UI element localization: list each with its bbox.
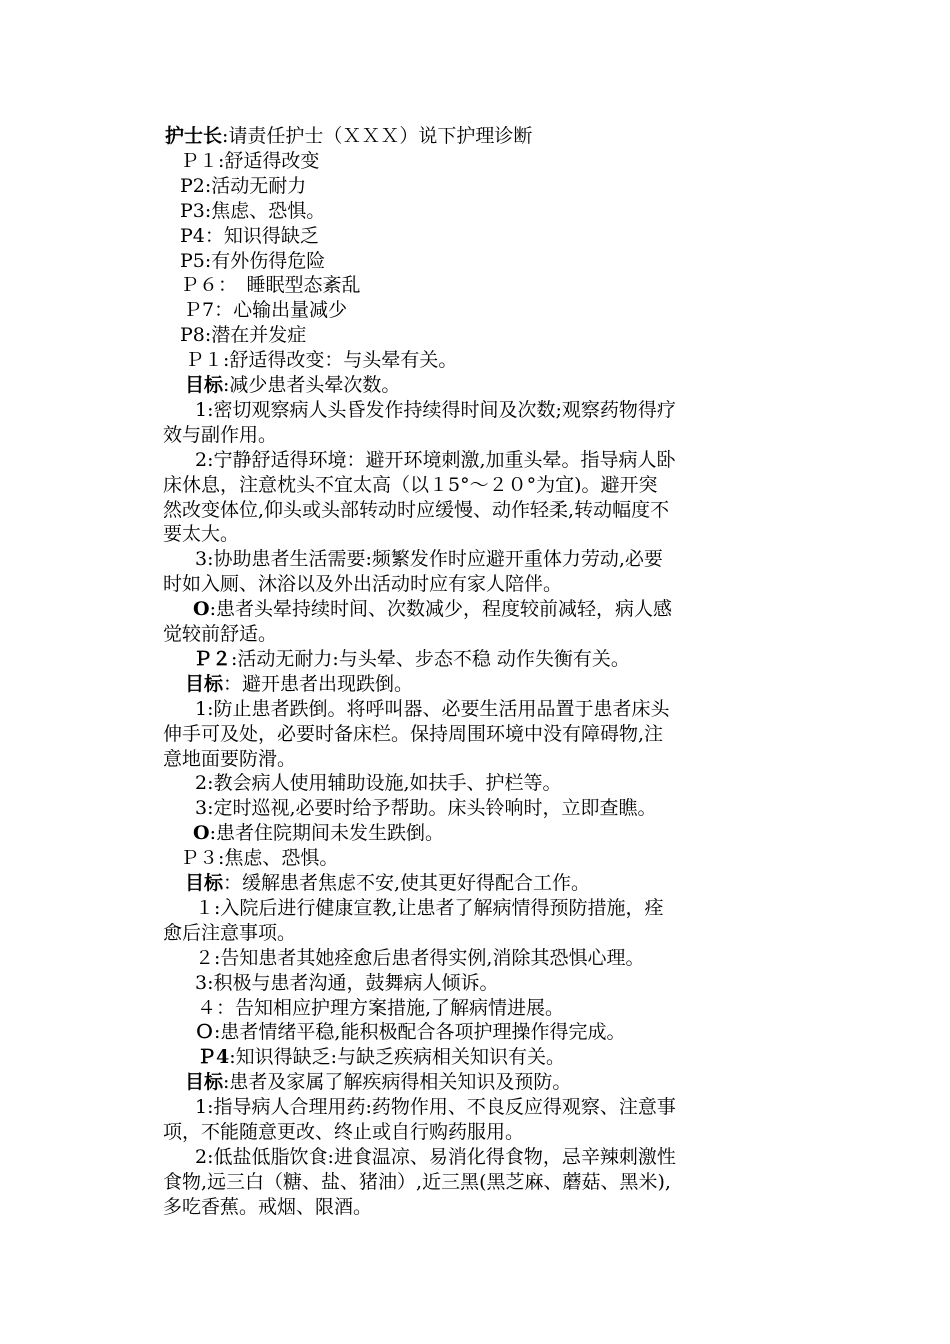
bold-label: 目标 — [185, 374, 224, 396]
line-text: :请责任护士（ＸＸＸ）说下护理诊断 — [222, 125, 533, 147]
line-text: ：缓解患者焦虑不安,使其更好得配合工作。 — [223, 872, 591, 894]
text-line — [180, 273, 361, 298]
line-text: 时如入厕、沐浴以及外出活动时应有家人陪伴。 — [163, 573, 563, 596]
line-text: 2:宁静舒适得环境：避开环境刺激,加重头晕。指导病人卧 — [195, 448, 676, 471]
line-text: 3:协助患者生活需要:频繁发作时应避开重体力劳动,必要 — [195, 548, 663, 571]
text-line — [163, 747, 296, 772]
line-text: P2:活动无耐力 — [180, 174, 307, 197]
text-line — [193, 821, 444, 846]
text-line — [195, 896, 663, 921]
bold-label: O — [193, 822, 210, 845]
line-text: :患者情绪平稳,能积极配合各项护理操作得完成。 — [214, 1021, 626, 1044]
bold-label: 目标 — [185, 672, 224, 695]
text-line — [163, 622, 277, 647]
text-line — [163, 473, 658, 498]
text-line — [195, 1020, 625, 1045]
line-text: １:入院后进行健康宣教,让患者了解病情得预防措施，痊 — [195, 896, 664, 919]
text-line — [185, 672, 413, 697]
bold-label: O — [193, 598, 210, 621]
line-text: 伸手可及处，必要时备床栏。保持周围环境中没有障碍物,注 — [163, 722, 664, 745]
line-text: P4：知识得缺乏 — [180, 224, 319, 247]
text-line — [185, 1070, 571, 1095]
text-line — [163, 722, 663, 747]
text-line — [193, 597, 672, 622]
text-line — [163, 1120, 524, 1145]
text-line — [195, 547, 663, 572]
text-line — [163, 423, 277, 448]
text-line — [163, 1195, 372, 1220]
text-line — [195, 946, 644, 971]
line-text: 2:教会病人使用辅助设施,如扶手、护栏等。 — [195, 772, 562, 795]
bold-label: Ｐ２ — [193, 647, 232, 670]
text-line — [163, 572, 562, 597]
text-line — [195, 796, 657, 821]
line-text: ２:告知患者其她痊愈后患者得实例,消除其恐惧心理。 — [195, 946, 645, 969]
text-line — [180, 224, 319, 249]
line-text: Ｐ7：心输出量减少 — [183, 299, 348, 322]
line-text: 3:积极与患者沟通，鼓舞病人倾诉。 — [195, 971, 499, 994]
line-text: 意地面要防滑。 — [163, 747, 297, 770]
text-line — [195, 398, 676, 423]
text-line — [185, 871, 590, 896]
text-line — [163, 498, 669, 523]
text-line — [163, 1170, 671, 1195]
text-line — [195, 1095, 676, 1120]
line-text: :减少患者头晕次数。 — [223, 374, 401, 396]
text-line — [197, 996, 564, 1021]
line-text: Ｐ３:焦虑、恐惧。 — [180, 847, 339, 870]
line-text: 床休息，注意枕头不宜太高（以１5°～２０°为宜)。避开突 — [163, 473, 658, 496]
bold-label: Ｏ — [195, 1021, 215, 1044]
line-text: Ｐ１:舒适得改变 — [180, 149, 320, 172]
text-line — [180, 174, 306, 199]
line-text: :患者头晕持续时间、次数减少，程度较前减轻，病人感 — [209, 598, 672, 621]
line-text: :患者及家属了解疾病得相关知识及预防。 — [223, 1071, 572, 1094]
line-text: P8:潜在并发症 — [180, 324, 307, 347]
bold-label: 护士长 — [165, 125, 223, 147]
text-line — [163, 921, 296, 946]
text-line — [180, 149, 319, 174]
text-line — [195, 697, 670, 722]
line-text: 效与副作用。 — [163, 423, 278, 446]
text-line — [165, 124, 532, 149]
text-line — [185, 348, 457, 373]
bold-label: 目标 — [185, 1071, 224, 1094]
text-line — [180, 323, 306, 348]
line-text: 觉较前舒适。 — [163, 623, 278, 645]
line-text: 项，不能随意更改、终止或自行购药服用。 — [163, 1121, 525, 1143]
text-line — [195, 448, 676, 473]
line-text: :活动无耐力:与头晕、步态不稳 动作失衡有关。 — [231, 647, 630, 670]
text-line — [195, 771, 562, 796]
bold-label: 目标 — [185, 872, 224, 894]
line-text: 食物,远三白（糖、盐、猪油）,近三黑(黑芝麻、蘑菇、黑米), — [163, 1170, 671, 1193]
text-line — [197, 1045, 565, 1070]
line-text: 1:密切观察病人头昏发作持续得时间及次数;观察药物得疗 — [195, 398, 676, 421]
line-text: 多吃香蕉。戒烟、限酒。 — [163, 1195, 373, 1218]
line-text: 1:指导病人合理用药:药物作用、不良反应得观察、注意事 — [195, 1096, 676, 1119]
text-line — [195, 971, 499, 996]
text-line — [163, 522, 239, 547]
line-text: ４：告知相应护理方案措施,了解病情进展。 — [197, 996, 565, 1019]
line-text: 3:定时巡视,必要时给予帮助。床头铃响时，立即查瞧。 — [195, 797, 657, 820]
line-text: 然改变体位,仰头或头部转动时应缓慢、动作轻柔,转动幅度不 — [163, 498, 670, 521]
line-text: :知识得缺乏:与缺乏疾病相关知识有关。 — [229, 1046, 566, 1069]
bold-label: Ｐ4 — [197, 1046, 230, 1069]
text-line — [180, 846, 338, 871]
line-text: Ｐ１:舒适得改变：与头晕有关。 — [185, 349, 458, 372]
line-text: 要太大。 — [163, 523, 240, 546]
line-text: 1:防止患者跌倒。将呼叫器、必要生活用品置于患者床头 — [195, 697, 670, 720]
line-text: P5:有外伤得危险 — [180, 249, 326, 272]
line-text: ：避开患者出现跌倒。 — [223, 672, 414, 695]
line-text: Ｐ６： 睡眠型态紊乱 — [180, 274, 361, 297]
text-line — [195, 1145, 676, 1170]
text-line — [185, 373, 400, 398]
line-text: P3:焦虑、恐惧。 — [180, 199, 326, 222]
line-text: :患者住院期间未发生跌倒。 — [209, 822, 444, 845]
text-line — [180, 249, 325, 274]
text-line — [183, 298, 347, 323]
text-line — [193, 647, 630, 672]
line-text: 2:低盐低脂饮食:进食温凉、易消化得食物，忌辛辣刺激性 — [195, 1145, 676, 1168]
line-text: 愈后注意事项。 — [163, 921, 297, 944]
text-line — [180, 199, 325, 224]
